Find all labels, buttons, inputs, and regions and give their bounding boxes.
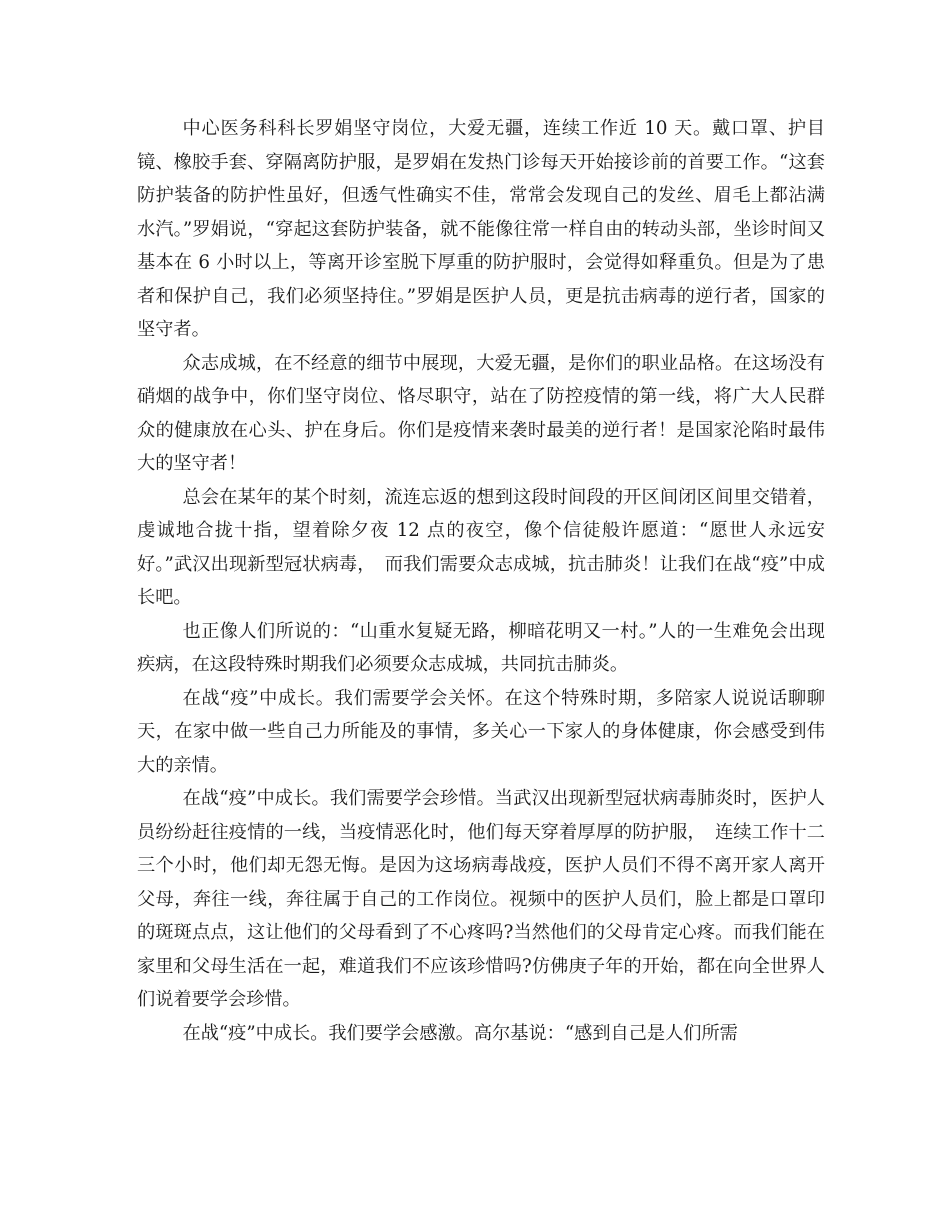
paragraph-5: 在战“疫”中成长。我们需要学会关怀。在这个特殊时期，多陪家人说说话聊聊天，在家中做一些自己力所能及的事情，多关心一下家人的身体健康，你会感受到伟大的亲情。: [137, 687, 825, 776]
paragraph-1: 中心医务科科长罗娟坚守岗位，大爱无疆，连续工作近 10 天。戴口罩、护目镜、橡胶手套、穿隔离防护服，是罗娟在发热门诊每天开始接诊前的首要工作。“这套防护装备的防护性虽好，但透气性确实不佳，常常会发现自己的发丝、眉毛上都沾满水汽。”罗娟说，“穿起这套防护装备，就不能像往常一样自由的转动头部，坐诊时间又基本在 6 小时以上，等离开诊室脱下厚重的防护服时，会觉得如释重负。但是为了患者和保护自己，我们必须坚持住。”罗娟是医护人员，更是抗击病毒的逆行者，国家的坚守者。: [137, 118, 825, 340]
paragraph-2: 众志成城，在不经意的细节中展现，大爱无疆，是你们的职业品格。在这场没有硝烟的战争中，你们坚守岗位、恪尽职守，站在了防控疫情的第一线，将广大人民群众的健康放在心头、护在身后。你们是疫情来袭时最美的逆行者！是国家沦陷时最伟大的坚守者！: [137, 352, 825, 474]
paragraph-7: 在战“疫”中成长。我们要学会感激。高尔基说：“感到自己是人们所需: [182, 1022, 738, 1044]
paragraph-4: 也正像人们所说的：“山重水复疑无路，柳暗花明又一村。”人的一生难免会出现疾病，在这段特殊时期我们必须要众志成城，共同抗击肺炎。: [137, 620, 825, 675]
paragraph-6: 在战“疫”中成长。我们需要学会珍惜。当武汉出现新型冠状病毒肺炎时，医护人员纷纷赶往疫情的一线，当疫情恶化时，他们每天穿着厚厚的防护服， 连续工作十二三个小时，他们却无怨无悔。是因为这场病毒战疫，医护人员们不得不离开家人离开父母，奔往一线，奔往属于自己的工作岗位。视频中的医护人员们，脸上都是口罩印的斑斑点点，这让他们的父母看到了不心疼吗?当然他们的父母肯定心疼。而我们能在家里和父母生活在一起，难道我们不应该珍惜吗?仿佛庚子年的开始，都在向全世界人们说着要学会珍惜。: [137, 788, 825, 1010]
paragraph-3: 总会在某年的某个时刻，流连忘返的想到这段时间段的开区间闭区间里交错着，虔诚地合拢十指，望着除夕夜 12 点的夜空，像个信徒般许愿道：“愿世人永远安好。”武汉出现新型冠状病毒， 而我们需要众志成城，抗击肺炎！让我们在战“疫”中成长吧。: [137, 486, 825, 608]
document-page: [137, 112, 825, 1050]
